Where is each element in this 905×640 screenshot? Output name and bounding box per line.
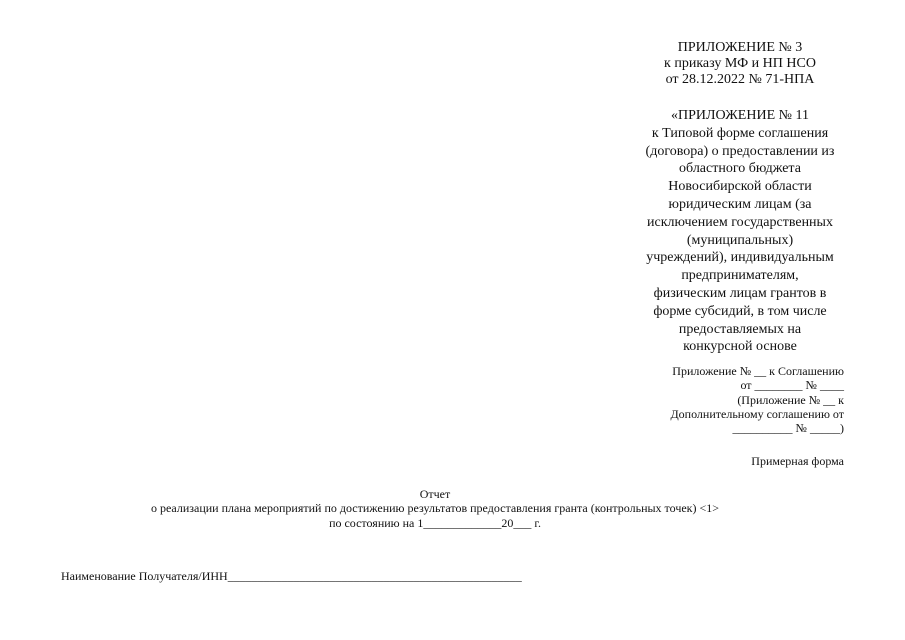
appendix-line: (договора) о предоставлении из: [645, 143, 835, 159]
report-title-line: о реализации плана мероприятий по достижению результатов предоставления гранта (контрольных точек) <1>: [150, 501, 720, 516]
form-appendix-block: [620, 107, 860, 356]
appendix-line: исключением государственных: [647, 214, 833, 230]
agreement-line: __________ № _____): [732, 421, 844, 436]
appendix-line: физическим лицам грантов в: [653, 285, 827, 301]
appendix-line: предоставляемых на: [678, 321, 802, 337]
agreement-line: Дополнительному соглашению от: [670, 406, 844, 421]
appendix-line: к Типовой форме соглашения: [651, 125, 829, 141]
appendix-line: (муниципальных): [686, 232, 794, 248]
agreement-line: (Приложение № __ к: [737, 392, 844, 407]
appendix-line: Новосибирской области: [668, 179, 812, 195]
appendix-line: «ПРИЛОЖЕНИЕ № 11: [671, 108, 809, 123]
order-appendix-header: [640, 40, 840, 88]
recipient-name-field: Наименование Получателя/ИНН_________________________________________________: [61, 569, 522, 583]
appendix-line: учреждений), индивидуальным: [646, 250, 834, 266]
header-line: к приказу МФ и НП НСО: [664, 56, 816, 71]
agreement-line: от ________ № ____: [740, 378, 844, 393]
appendix-line: областного бюджета: [679, 161, 801, 177]
agreement-reference: [670, 364, 844, 435]
report-title: [0, 487, 870, 530]
report-title-line: Отчет: [419, 487, 451, 501]
appendix-line: конкурсной основе: [683, 339, 797, 355]
header-line: от 28.12.2022 № 71-НПА: [665, 72, 815, 87]
report-date-line: по состоянию на 1_____________20___ г.: [329, 515, 541, 530]
header-line: ПРИЛОЖЕНИЕ № 3: [677, 40, 803, 55]
agreement-line: Приложение № __ к Соглашению: [672, 364, 844, 378]
form-type-label: Примерная форма: [751, 454, 844, 468]
appendix-line: юридическим лицам (за: [668, 196, 812, 212]
appendix-line: форме субсидий, в том числе: [653, 303, 827, 319]
appendix-line: предпринимателям,: [681, 268, 799, 284]
